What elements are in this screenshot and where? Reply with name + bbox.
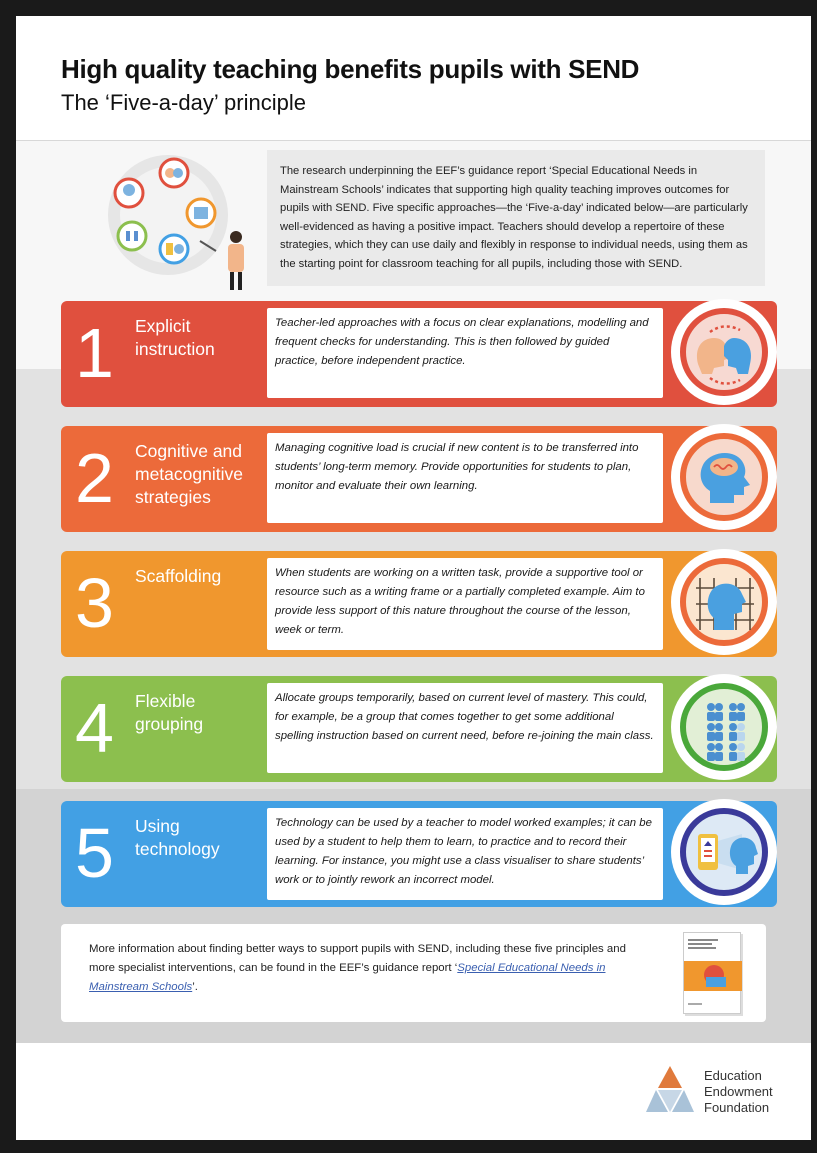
groups-icon — [680, 683, 768, 771]
logo-line-education: Education — [704, 1068, 762, 1083]
logo-line-endowment: Endowment — [704, 1084, 773, 1099]
principle-icon-ring — [671, 799, 777, 905]
two-heads-dialogue-icon — [680, 308, 768, 396]
principle-number: 4 — [75, 689, 114, 767]
more-info-lead: More information about finding better ways to support pupils with SEND, including these five principles and more specialist interventions, can be found in the EEF’s guidance report ‘ — [89, 943, 626, 974]
tablet-head-icon — [680, 808, 768, 896]
principle-icon-ring — [671, 424, 777, 530]
principle-label: Using technology — [135, 816, 220, 859]
principle-row-4 — [61, 676, 777, 782]
principle-row-3 — [61, 551, 777, 657]
principle-row-1 — [61, 301, 777, 407]
more-info-tail: ’. — [192, 981, 198, 993]
head-brain-icon — [680, 433, 768, 521]
page-subtitle: The ‘Five-a-day’ principle — [61, 90, 306, 115]
guidance-report-cover[interactable] — [683, 932, 741, 1014]
principle-icon-ring — [671, 674, 777, 780]
principle-number: 3 — [75, 564, 114, 642]
principle-number: 5 — [75, 814, 114, 892]
principle-description: When students are working on a written task, provide a supportive tool or resource such as a writing frame or a partially completed example. Aim to provide less support of this nature throughout the course of the lesson, week or term. — [267, 558, 663, 650]
principle-row-2 — [61, 426, 777, 532]
principle-number: 2 — [75, 439, 114, 517]
principle-description: Technology can be used by a teacher to model worked examples; it can be used by a student to help them to learn, to practice and to record their learning. For instance, you might use a class visualiser to share students’ work or to jointly rework an incorrect model. — [267, 808, 663, 900]
infographic-page — [16, 16, 811, 1140]
page-title: High quality teaching benefits pupils with SEND — [61, 54, 640, 84]
teacher-illustration — [96, 153, 246, 293]
principle-label: Flexible grouping — [135, 691, 204, 734]
principle-label: Scaffolding — [135, 566, 222, 586]
more-info-box — [61, 924, 766, 1022]
principle-description: Teacher-led approaches with a focus on clear explanations, modelling and frequent checks for understanding. This is then followed by guided practice, before independent practice. — [267, 308, 663, 398]
principle-description: Managing cognitive load is crucial if new content is to be transferred into students’ long-term memory. Provide opportunities for students to plan, monitor and evaluate their own learning. — [267, 433, 663, 523]
principle-description: Allocate groups temporarily, based on current level of mastery. This could, for example, be a group that comes together to get some additional spelling instruction based on current need, before re-joining the main class. — [267, 683, 663, 773]
principle-number: 1 — [75, 314, 114, 392]
eef-logo-text — [704, 1068, 773, 1116]
principle-label: Cognitive and metacognitive strategies — [135, 441, 243, 507]
guidance-report-link[interactable]: Special Educational Needs in Mainstream Schools — [89, 962, 606, 993]
principle-label: Explicit instruction — [135, 316, 215, 359]
intro-text: The research underpinning the EEF’s guidance report ‘Special Educational Needs in Mainstream Schools’ indicates that supporting high quality teaching improves outcomes for pupils with SEND. Five specific approaches—the ‘Five-a-day’ indicated below—are particularly well-evidenced as having a positive impact. Teachers should develop a repertoire of these strategies, which they can use daily and flexibly in response to individual needs, using them as the starting point for classroom teaching for all pupils, including those with SEND. — [267, 150, 765, 286]
principle-icon-ring — [671, 299, 777, 405]
more-info-text — [89, 940, 649, 997]
principle-row-5 — [61, 801, 777, 907]
logo-line-foundation: Foundation — [704, 1100, 770, 1115]
principle-icon-ring — [671, 549, 777, 655]
head-scaffold-icon — [680, 558, 768, 646]
eef-logo-mark — [646, 1064, 694, 1119]
